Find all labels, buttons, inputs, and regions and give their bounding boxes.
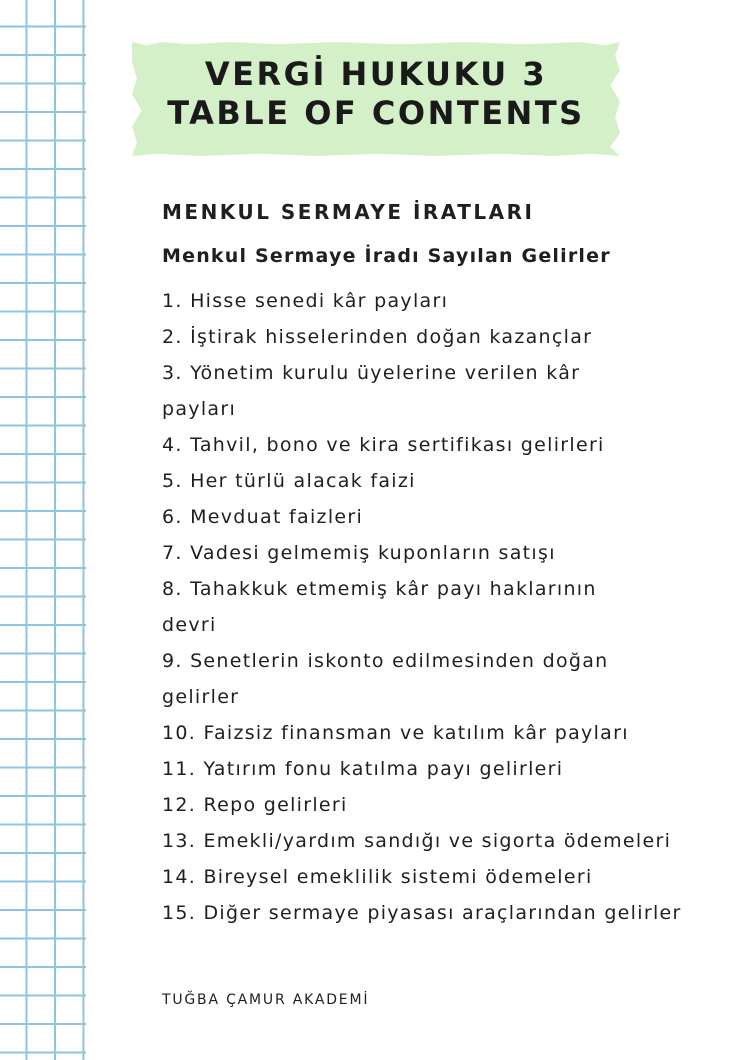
document-title: VERGİ HUKUKU 3 bbox=[204, 55, 548, 93]
list-item: 4. Tahvil, bono ve kira sertifikası gelirleri bbox=[162, 434, 605, 456]
list-item: 8. Tahakkuk etmemiş kâr payı haklarının bbox=[162, 578, 597, 600]
list-item: 5. Her türlü alacak faizi bbox=[162, 470, 416, 492]
list-item: 7. Vadesi gelmemiş kuponların satışı bbox=[162, 542, 556, 564]
list-item: 2. İştirak hisselerinden doğan kazançlar bbox=[162, 326, 593, 348]
footer-author: TUĞBA ÇAMUR AKADEMİ bbox=[162, 992, 370, 1008]
document-subtitle: TABLE OF CONTENTS bbox=[167, 94, 585, 132]
subheading: Menkul Sermaye İradı Sayılan Gelirler bbox=[162, 245, 611, 267]
list-item: 15. Diğer sermaye piyasası araçlarından gelirler bbox=[162, 902, 682, 924]
list-item: 1. Hisse senedi kâr payları bbox=[162, 290, 449, 312]
section-heading: MENKUL SERMAYE İRATLARI bbox=[162, 200, 535, 224]
list-item: 13. Emekli/yardım sandığı ve sigorta ödemeleri bbox=[162, 830, 672, 852]
list-item: 10. Faizsiz finansman ve katılım kâr payları bbox=[162, 722, 629, 744]
list-item: devri bbox=[162, 614, 217, 636]
grid-paper-margin bbox=[0, 0, 86, 1060]
list-item: 11. Yatırım fonu katılma payı gelirleri bbox=[162, 758, 564, 780]
list-item: 12. Repo gelirleri bbox=[162, 794, 348, 816]
list-item: payları bbox=[162, 398, 237, 420]
contents-list bbox=[162, 283, 722, 931]
list-item: 9. Senetlerin iskonto edilmesinden doğan bbox=[162, 650, 609, 672]
list-item: 6. Mevduat faizleri bbox=[162, 506, 364, 528]
list-item: 14. Bireysel emeklilik sistemi ödemeleri bbox=[162, 866, 593, 888]
list-item: 3. Yönetim kurulu üyelerine verilen kâr bbox=[162, 362, 581, 384]
list-item: gelirler bbox=[162, 686, 240, 708]
